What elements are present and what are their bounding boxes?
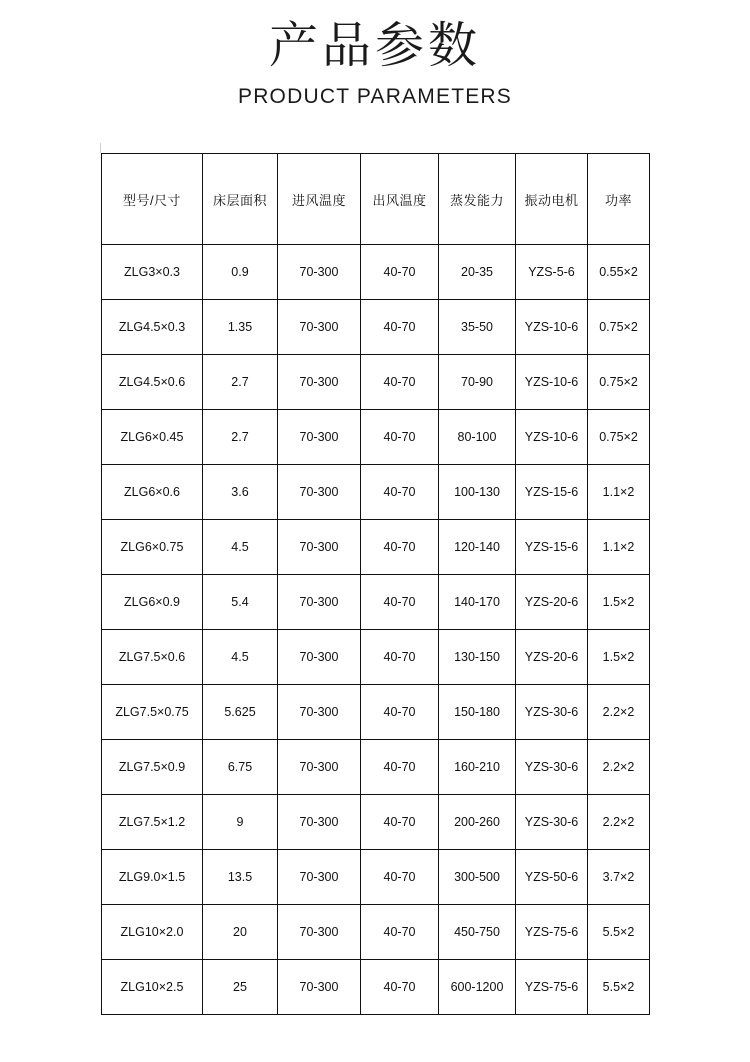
cell-model: ZLG4.5×0.3: [102, 300, 203, 355]
cell-evaporation: 150-180: [439, 685, 516, 740]
cell-evaporation: 140-170: [439, 575, 516, 630]
cell-outlet-temp: 40-70: [361, 245, 439, 300]
cell-bed-area: 6.75: [203, 740, 278, 795]
cell-vibration-motor: YZS-10-6: [516, 355, 588, 410]
cell-evaporation: 100-130: [439, 465, 516, 520]
cell-outlet-temp: 40-70: [361, 960, 439, 1015]
cell-power: 2.2×2: [588, 795, 650, 850]
cell-power: 2.2×2: [588, 685, 650, 740]
cell-outlet-temp: 40-70: [361, 575, 439, 630]
cell-evaporation: 35-50: [439, 300, 516, 355]
cell-evaporation: 120-140: [439, 520, 516, 575]
cell-model: ZLG6×0.6: [102, 465, 203, 520]
cell-vibration-motor: YZS-75-6: [516, 960, 588, 1015]
table-row: [102, 850, 650, 905]
cell-bed-area: 9: [203, 795, 278, 850]
cell-bed-area: 3.6: [203, 465, 278, 520]
page-header: [0, 0, 750, 109]
column-header-vibration-motor: 振动电机: [516, 154, 588, 245]
cell-bed-area: 5.4: [203, 575, 278, 630]
cell-inlet-temp: 70-300: [278, 355, 361, 410]
cell-power: 0.55×2: [588, 245, 650, 300]
table-row: [102, 520, 650, 575]
column-header-inlet-temp: 进风温度: [278, 154, 361, 245]
cell-model: ZLG10×2.5: [102, 960, 203, 1015]
cell-bed-area: 4.5: [203, 520, 278, 575]
cell-inlet-temp: 70-300: [278, 245, 361, 300]
table-row: [102, 410, 650, 465]
cell-outlet-temp: 40-70: [361, 795, 439, 850]
table-row: [102, 245, 650, 300]
cell-evaporation: 200-260: [439, 795, 516, 850]
cell-inlet-temp: 70-300: [278, 630, 361, 685]
cell-evaporation: 20-35: [439, 245, 516, 300]
cell-outlet-temp: 40-70: [361, 410, 439, 465]
cell-bed-area: 1.35: [203, 300, 278, 355]
cell-model: ZLG3×0.3: [102, 245, 203, 300]
cell-vibration-motor: YZS-30-6: [516, 795, 588, 850]
cell-model: ZLG6×0.75: [102, 520, 203, 575]
cell-vibration-motor: YZS-75-6: [516, 905, 588, 960]
cell-inlet-temp: 70-300: [278, 300, 361, 355]
page-subtitle: PRODUCT PARAMETERS: [237, 85, 513, 109]
table-row: [102, 465, 650, 520]
table-header: [102, 154, 650, 245]
cell-vibration-motor: YZS-15-6: [516, 465, 588, 520]
cell-bed-area: 4.5: [203, 630, 278, 685]
cell-inlet-temp: 70-300: [278, 795, 361, 850]
table-row: [102, 630, 650, 685]
table-row: [102, 960, 650, 1015]
cell-power: 5.5×2: [588, 960, 650, 1015]
cell-bed-area: 13.5: [203, 850, 278, 905]
table-row: [102, 905, 650, 960]
cell-outlet-temp: 40-70: [361, 630, 439, 685]
cell-outlet-temp: 40-70: [361, 685, 439, 740]
cell-power: 1.5×2: [588, 630, 650, 685]
cell-model: ZLG9.0×1.5: [102, 850, 203, 905]
cell-outlet-temp: 40-70: [361, 465, 439, 520]
cell-power: 3.7×2: [588, 850, 650, 905]
cell-power: 1.5×2: [588, 575, 650, 630]
parameters-table-wrapper: [101, 153, 649, 1015]
cell-outlet-temp: 40-70: [361, 355, 439, 410]
cell-model: ZLG10×2.0: [102, 905, 203, 960]
column-header-outlet-temp: 出风温度: [361, 154, 439, 245]
cell-inlet-temp: 70-300: [278, 850, 361, 905]
cell-bed-area: 0.9: [203, 245, 278, 300]
cell-evaporation: 450-750: [439, 905, 516, 960]
cell-evaporation: 600-1200: [439, 960, 516, 1015]
corner-tick-mark: [100, 143, 101, 153]
table-row: [102, 575, 650, 630]
cell-inlet-temp: 70-300: [278, 685, 361, 740]
table-body: [102, 245, 650, 1015]
cell-outlet-temp: 40-70: [361, 740, 439, 795]
cell-outlet-temp: 40-70: [361, 520, 439, 575]
table-header-row: [102, 154, 650, 245]
cell-vibration-motor: YZS-50-6: [516, 850, 588, 905]
cell-outlet-temp: 40-70: [361, 850, 439, 905]
page-title: 产品参数: [268, 19, 481, 73]
cell-vibration-motor: YZS-20-6: [516, 630, 588, 685]
cell-outlet-temp: 40-70: [361, 905, 439, 960]
cell-vibration-motor: YZS-30-6: [516, 685, 588, 740]
table-row: [102, 355, 650, 410]
table-row: [102, 685, 650, 740]
cell-power: 0.75×2: [588, 410, 650, 465]
column-header-bed-area: 床层面积: [203, 154, 278, 245]
cell-evaporation: 130-150: [439, 630, 516, 685]
cell-bed-area: 25: [203, 960, 278, 1015]
table-row: [102, 795, 650, 850]
cell-model: ZLG7.5×0.9: [102, 740, 203, 795]
table-row: [102, 740, 650, 795]
cell-outlet-temp: 40-70: [361, 300, 439, 355]
cell-vibration-motor: YZS-5-6: [516, 245, 588, 300]
cell-model: ZLG6×0.45: [102, 410, 203, 465]
cell-evaporation: 80-100: [439, 410, 516, 465]
cell-vibration-motor: YZS-15-6: [516, 520, 588, 575]
parameters-table: [101, 153, 650, 1015]
table-row: [102, 300, 650, 355]
cell-inlet-temp: 70-300: [278, 960, 361, 1015]
cell-inlet-temp: 70-300: [278, 575, 361, 630]
cell-model: ZLG4.5×0.6: [102, 355, 203, 410]
cell-vibration-motor: YZS-10-6: [516, 300, 588, 355]
cell-vibration-motor: YZS-20-6: [516, 575, 588, 630]
cell-inlet-temp: 70-300: [278, 520, 361, 575]
cell-inlet-temp: 70-300: [278, 740, 361, 795]
column-header-evaporation: 蒸发能力: [439, 154, 516, 245]
cell-inlet-temp: 70-300: [278, 410, 361, 465]
cell-power: 0.75×2: [588, 300, 650, 355]
cell-bed-area: 2.7: [203, 410, 278, 465]
cell-bed-area: 20: [203, 905, 278, 960]
cell-power: 2.2×2: [588, 740, 650, 795]
cell-vibration-motor: YZS-30-6: [516, 740, 588, 795]
cell-power: 1.1×2: [588, 465, 650, 520]
cell-evaporation: 160-210: [439, 740, 516, 795]
cell-model: ZLG7.5×0.75: [102, 685, 203, 740]
cell-power: 1.1×2: [588, 520, 650, 575]
cell-bed-area: 5.625: [203, 685, 278, 740]
cell-model: ZLG6×0.9: [102, 575, 203, 630]
column-header-model: 型号/尺寸: [102, 154, 203, 245]
cell-model: ZLG7.5×0.6: [102, 630, 203, 685]
cell-inlet-temp: 70-300: [278, 465, 361, 520]
cell-vibration-motor: YZS-10-6: [516, 410, 588, 465]
cell-bed-area: 2.7: [203, 355, 278, 410]
cell-power: 5.5×2: [588, 905, 650, 960]
cell-evaporation: 300-500: [439, 850, 516, 905]
column-header-power: 功率: [588, 154, 650, 245]
cell-model: ZLG7.5×1.2: [102, 795, 203, 850]
cell-evaporation: 70-90: [439, 355, 516, 410]
cell-inlet-temp: 70-300: [278, 905, 361, 960]
cell-power: 0.75×2: [588, 355, 650, 410]
